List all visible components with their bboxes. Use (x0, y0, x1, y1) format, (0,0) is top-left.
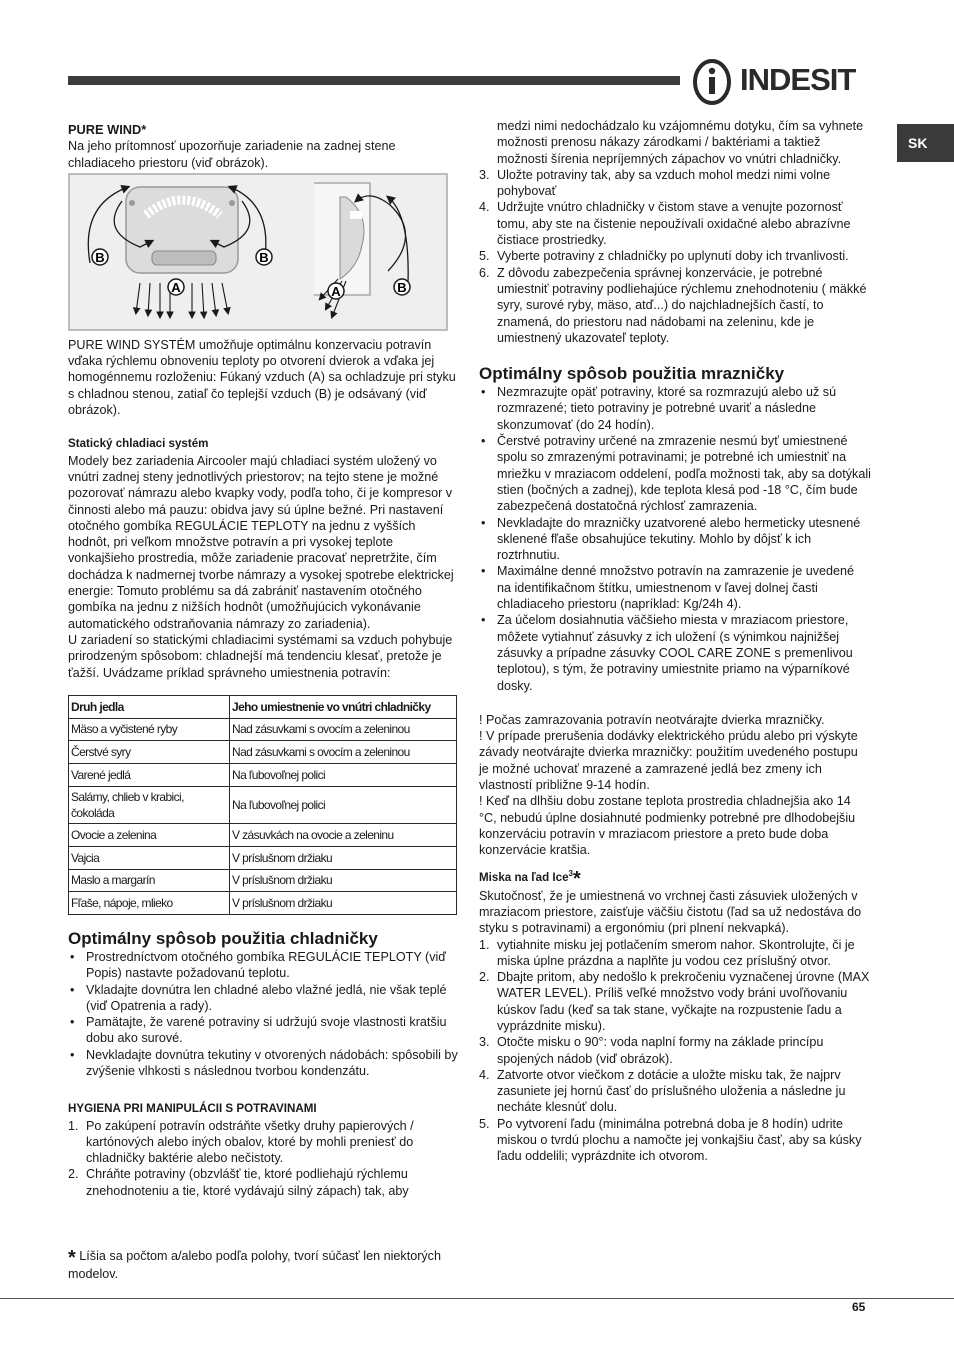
table-cell: Nad zásuvkami s ovocím a zeleninou (230, 741, 457, 764)
fridge-usage-title: Optimálny spôsob použitia chladničky (68, 928, 378, 948)
table-cell: Fľaše, nápoje, mlieko (69, 892, 230, 915)
fridge-usage-list (68, 949, 460, 1079)
label-b-side (394, 279, 410, 295)
freezer-note: ! V prípade prerušenia dodávky elektrického prúdu alebo pri výskyte závady neotvárajte dvierka mrazničky: použitím uvedeného postupu je možné uchovať mrazené a zamrazené jedlá bez zmeny ich vlastností približne 9-14 hodín. (479, 729, 858, 792)
table-cell: V príslušnom držiaku (230, 869, 457, 892)
table-row (69, 741, 457, 764)
food-placement-table (68, 695, 457, 915)
label-a-side (328, 283, 344, 299)
hygiene-list-continued (479, 167, 871, 346)
label-b-left (92, 249, 108, 265)
freezer-note: ! Keď na dlhšiu dobu zostane teplota prostredia chladnejšia ako 14 °C, nebudú úplne dosiahnuté podmienky potrebné pre dlhodobejšiu konzerváciu potravín v mraziacom priestore a preto bude doba konzervácie kratšia. (479, 794, 856, 858)
freezer-usage-list (479, 384, 871, 694)
freezer-usage-title: Optimálny spôsob použitia mrazničky (479, 364, 785, 384)
table-row (69, 718, 457, 741)
pure-wind-diagram (70, 175, 446, 329)
table-header-row (69, 695, 457, 718)
table-cell: Mäso a vyčistené ryby (69, 718, 230, 741)
language-tab: SK (897, 124, 954, 162)
page-number: 65 (852, 1300, 866, 1314)
freezer-note: ! Počas zamrazovania potravín neotvárajte dvierka mrazničky. (479, 712, 825, 727)
ice-tray-title: Miska na ľad Ice$^3$* (479, 868, 581, 891)
list-item: 3. Otočte misku o 90°: voda naplní formy na základe princípu spojených nádob (viď obrázok). (479, 1035, 824, 1066)
list-item: • Nevkladajte dovnútra tekutiny v otvorených nádobách: spôsobili by zvýšenie vlhkosti s následnou tvorbou kondenzátu. (68, 1047, 460, 1080)
table-cell: V príslušnom držiaku (230, 846, 457, 869)
list-item: 6. Z dôvodu zabezpečenia správnej konzervácie, je potrebné umiestniť potraviny podliehajúce rýchlemu znehodnoteniu ( mäkké syry, surové ryby, mäso, atď...) do najchladnejších častí, to znamená, do priestoru nad nádobami na zeleninu, kde je umiestnený ukazovateľ teploty. (479, 265, 867, 345)
svg-text:A: A (171, 279, 181, 295)
table-cell: Salámy, chlieb v krabici, čokoláda (69, 786, 230, 824)
hygiene-list (68, 1118, 460, 1199)
hygiene-title: HYGIENA PRI MANIPULÁCII S POTRAVINAMI (68, 1102, 317, 1116)
table-cell: V príslušnom držiaku (230, 892, 457, 915)
ice-tray-list (479, 937, 871, 1165)
list-item: • Za účelom dosiahnutia väčšieho miesta v mraziacom priestore, môžete vytiahnuť zásuvky z ich uložení (s výnimkou najnižšej zásuvky a prípadne zásuvky COOL CARE ZONE s premenlivou teplotou), s tým, že potraviny umiestnite priamo na výparníkové dosky. (479, 612, 871, 693)
pure-wind-text: PURE WIND SYSTÉM umožňuje optimálnu konzervaciu potravín vďaka rýchlemu obnoveniu teploty po otvorení dvierok a vďaka jej homogénnemu rozloženiu: Fúkaný vzduch (A) sa ochladzuje pri styku s chladnou stenou, zatiaľ čo teplejší vzduch (B) je odsávaný (viď obrázok). (68, 337, 456, 418)
pure-wind-intro: Na jeho prítomnosť upozorňuje zariadenie na zadnej stene chladiaceho priestoru (viď obrázok). (68, 139, 396, 170)
list-item: 5. Vyberte potraviny z chladničky po uplynutí doby ich trvanlivosti. (479, 249, 849, 264)
table-cell: Čerstvé syry (69, 741, 230, 764)
table-cell: Vajcia (69, 846, 230, 869)
brand-logo-text: INDESIT (740, 62, 856, 97)
static-system-title: Statický chladiaci systém (68, 437, 209, 451)
list-item: 1. Po zakúpení potravín odstráňte všetky druhy papierových / kartónových alebo iných obalov, ktoré by mohli preniesť do chladničky baktérie alebo nečistoty. (68, 1118, 414, 1166)
table-row (69, 892, 457, 915)
table-cell: Na ľubovoľnej polici (230, 763, 457, 786)
svg-text:A: A (331, 283, 341, 299)
svg-text:B: B (397, 279, 407, 295)
table-header-cell: Druh jedla (69, 695, 230, 718)
list-item: • Nevkladajte do mrazničky uzatvorené alebo hermeticky utesnené sklenené fľaše obsahujúce tekutiny. Mohlo by dôjsť k ich roztrhnutiu. (479, 515, 871, 564)
label-a-front (168, 279, 184, 295)
list-item: 5. Po vytvorení ľadu (minimálna potrebná doba je 8 hodín) udrite miskou o tvrdú plochu a namočte jej vonkajšiu časť, aby sa kúsky ľadu oddelili; vyprázdnite ich otvorom. (479, 1116, 862, 1164)
pure-wind-figure (68, 173, 448, 331)
list-item: 2. Chráňte potraviny (obzvlášť tie, ktoré podliehajú rýchlemu znehodnoteniu a tie, ktoré vydávajú silný zápach) tak, aby (68, 1167, 409, 1198)
list-item: 4. Udržujte vnútro chladničky v čistom stave a venujte pozornosť tomu, aby ste na čistenie nepoužívali oxidačné alebo abrazívne čistiace prostriedky. (479, 200, 851, 248)
table-cell: Ovocie a zelenina (69, 824, 230, 847)
static-system-text: Modely bez zariadenia Aircooler majú chladiaci systém uložený vo vnútri zadnej steny jednotlivých priestorov; na tejto stene je možné pozorovať námrazu alebo kvapky vody, podľa toho, či je kompresor v činnosti alebo má pauzu: obidva javy sú úplne bežné. Pri nastavení otočného gombíka REGULÁCIE TEPLOTY na jednu z vyšších hodnôt, pri veľkom množstve potravín a pri vysokej teplote vonkajšieho prostredia, môže zariadenie pracovať nepretržite, čím dochádza k nadmernej tvorbe námrazy a vysokej spotrebe elektrickej energie: Tomuto problému sa dá zabrániť nastavením otočného gombíka na jednu z nižších hodnôt (umožňujúcich vykonávanie automatického odstraňovania námrazy zo zariadenia). (68, 453, 454, 631)
label-b-right (256, 249, 272, 265)
list-item: • Čerstvé potraviny určené na zmrazenie nesmú byť umiestnené spolu so zmrazenými potravinami; je potrebné ich umiestniť na mriežku v mraziacom oddelení, podľa možnosti tak, aby sa dotýkali stien (bočných a zadnej), kde teplota klesá pod -18 °C, čím bude zabezpečená dostatočná rýchlosť zamrazenia. (479, 433, 871, 514)
table-header-cell: Jeho umiestnenie vo vnútri chladničky (230, 695, 457, 718)
hygiene-continued: medzi nimi nedochádzalo ku vzájomnému dotyku, čím sa vyhnete možnosti prenosu nákazy zárodkami / baktériami a taktiež možnosti šírenia nepríjemných zápachov vo vnútri chladničky. (497, 119, 864, 166)
header-bar (68, 76, 680, 85)
footer-rule (0, 1298, 954, 1299)
footnote (68, 1248, 448, 1283)
list-item: • Prostredníctvom otočného gombíka REGULÁCIE TEPLOTY (viď Popis) nastavte požadovanú teplotu. (68, 949, 460, 982)
table-row (69, 786, 457, 824)
footnote-text: Líšia sa počtom a/alebo podľa polohy, tvorí súčasť len niektorých modelov. (68, 1249, 441, 1282)
left-column (68, 122, 460, 1199)
list-item: 3. Uložte potraviny tak, aby sa vzduch mohol medzi nimi volne pohybovať (479, 167, 831, 199)
table-cell: V zásuvkách na ovocie a zeleninu (230, 824, 457, 847)
static-system-text-2: U zariadení so statickými chladiacimi systémami sa vzduch pohybuje prirodzeným spôsobom: chladnejší má tendenciu klesať, pretože je ťažší. Uvádzame príklad správneho umiestnenia potravín: (68, 632, 453, 680)
list-item: 1. vytiahnite misku jej potlačením smerom nahor. Skontrolujte, či je miska úplne prázdna a naplňte ju vodou cez príslušný otvor. (479, 937, 855, 968)
table-cell: Nad zásuvkami s ovocím a zeleninou (230, 718, 457, 741)
table-row (69, 869, 457, 892)
table-cell: Varené jedlá (69, 763, 230, 786)
ice-tray-intro: Skutočnosť, že je umiestnená vo vrchnej časti zásuviek uložených v mraziacom priestore, zaisťuje väčšiu čistotu (ľad sa už nedostáva do styku s potravinami) a ergonómiu (pri plnení nekvapká). (479, 888, 862, 936)
list-item: 4. Zatvorte otvor viečkom z dotácie a uložte misku tak, že najprv zasuniete jej hornú časť do príslušného uloženia a následne ju necháte klesnúť dolu. (479, 1067, 846, 1115)
pure-wind-title: PURE WIND* (68, 122, 147, 137)
table-row (69, 763, 457, 786)
list-item: • Nezmrazujte opäť potraviny, ktoré sa rozmrazujú alebo už sú rozmrazené; tieto potraviny je potrebné uvariť a následne skonzumovať (do 24 hodín). (479, 384, 871, 433)
footnote-star: * (68, 1247, 76, 1269)
svg-text:B: B (259, 249, 269, 265)
list-item: • Vkladajte dovnútra len chladné alebo vlažné jedlá, nie však teplé (viď Opatrenia a rady). (68, 982, 460, 1015)
right-column (479, 118, 871, 1165)
table-cell: Maslo a margarín (69, 869, 230, 892)
svg-text:B: B (95, 249, 105, 265)
list-item: • Maximálne denné množstvo potravín na zamrazenie je uvedené na identifikačnom štítku, umiestnenom v ľavej dolnej časti chladiaceho priestoru (napríklad: Kg/24h 4). (479, 563, 871, 612)
table-row (69, 846, 457, 869)
list-item: 2. Dbajte pritom, aby nedošlo k prekročeniu vyznačenej úrovne (MAX WATER LEVEL). Príliš veľké množstvo vody bráni uvoľňovaniu kúskov ľadu (keď sa tak stane, vyčkajte na rozpustenie ľadu a vyprázdnite misku). (479, 970, 870, 1033)
table-cell: Na ľubovoľnej polici (230, 786, 457, 824)
list-item: • Pamätajte, že varené potraviny si udržujú svoje vlastnosti kratšiu dobu ako surové. (68, 1014, 460, 1047)
table-row (69, 824, 457, 847)
